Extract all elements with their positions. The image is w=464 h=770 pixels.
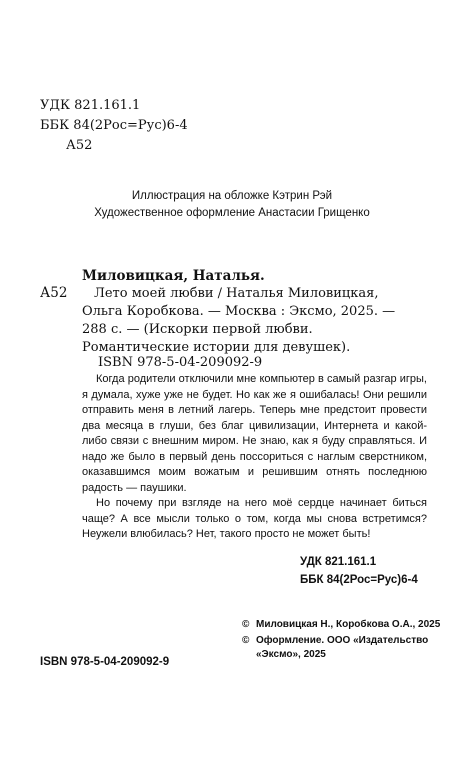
bibliographic-description: Лето моей любви / Наталья Миловицкая, Ольга Коробкова. — Москва : Эксмо, 2025. — 288 с. — (Искорки первой любви. Романтические истории для девушек). [82,286,396,355]
classification-block-bottom [300,553,418,589]
annotation [82,372,427,543]
annotation-paragraph: Когда родители отключили мне компьютер в самый разгар игры, я думала, хуже уже не будет. Но как же я ошибалась! Они решили отправить меня в летний лагерь. Теперь мне предстоит провести два месяца в глуши, без благ цивилизации, Интернета и какой-либо связи с внешним миром. Не знаю, как я буду справляться. И надо же было в первый день поссориться с наглым сверстником, оказавшимся моим вожатым и решившим отнять последнюю радость — паушики. [82,373,427,494]
author-sign: А52 [66,138,93,153]
cover-credits [0,188,464,222]
copyright-symbol: © [242,619,250,630]
entry-author-sign: А52 [40,285,68,301]
bbk-code: ББК 84(2Рос=Рус)6-4 [40,118,188,133]
entry-isbn: ISBN 978-5-04-209092-9 [98,355,263,370]
illustration-credit: Иллюстрация на обложке Кэтрин Рэй [131,190,333,202]
copyright-authors-text: Миловицкая Н., Коробкова О.А., 2025 [256,619,441,630]
copyright-notices [242,618,442,662]
copyright-authors [242,618,442,632]
copyright-symbol: © [242,635,250,646]
isbn-bottom: ISBN 978-5-04-209092-9 [40,656,170,668]
copyright-design-text: Оформление. ООО «Издательство «Эксмо», 2025 [256,635,429,660]
entry-author: Миловицкая, Наталья. [82,268,265,284]
classification-block-top [40,96,188,156]
udk-code-bottom: УДК 821.161.1 [300,556,377,568]
bbk-code-bottom: ББК 84(2Рос=Рус)6-4 [300,574,418,586]
annotation-paragraph: Но почему при взгляде на него моё сердце начинает биться чаще? А все мысли только о том, когда мы снова встретимся? Неужели влюбилась? Нет, такого просто не может быть! [82,497,427,540]
design-credit: Художественное оформление Анастасии Грищенко [94,207,370,219]
copyright-design [242,634,442,662]
udk-code: УДК 821.161.1 [40,98,141,113]
